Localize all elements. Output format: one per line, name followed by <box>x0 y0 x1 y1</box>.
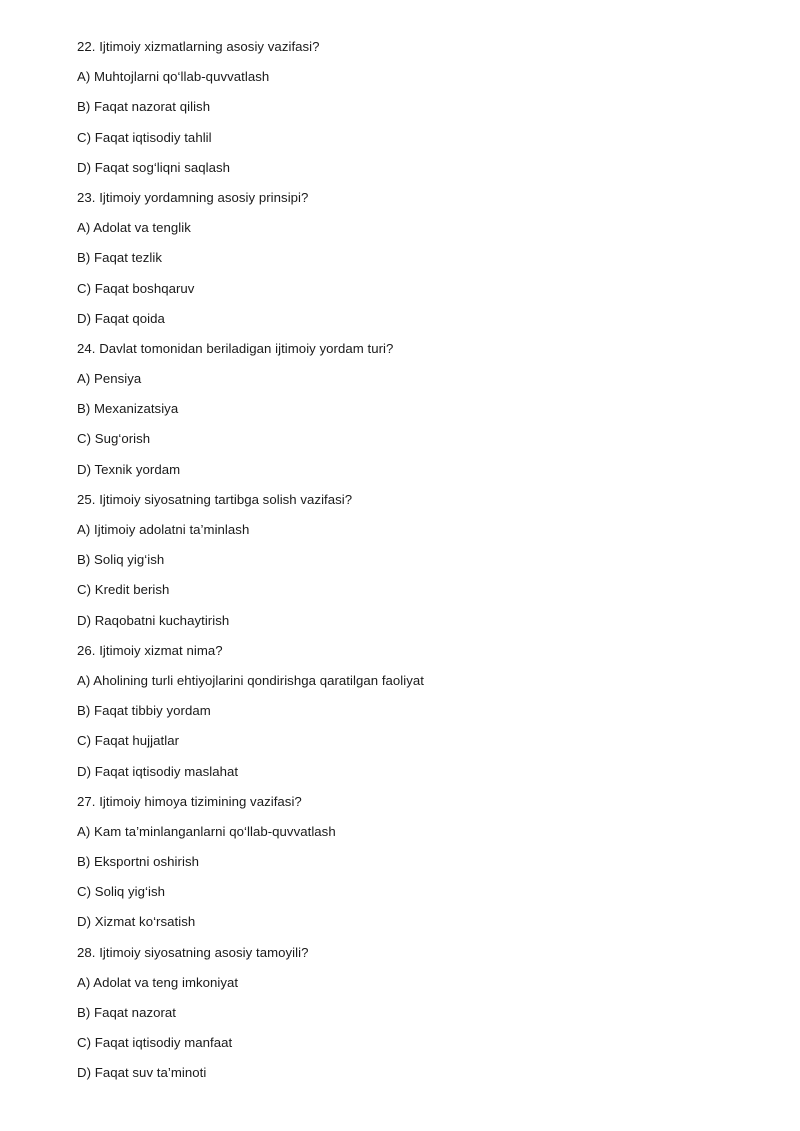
question-22-option-a: A) Muhtojlarni qo‘llab-quvvatlash <box>77 69 270 85</box>
question-23-option-d: D) Faqat qoida <box>77 310 165 326</box>
question-26-option-d: D) Faqat iqtisodiy maslahat <box>77 763 239 779</box>
question-25-option-a: A) Ijtimoiy adolatni ta’minlash <box>77 522 250 537</box>
question-24: 24. Davlat tomonidan beriladigan ijtimoiy yordam turi? <box>77 340 394 356</box>
question-28: 28. Ijtimoiy siyosatning asosiy tamoyili? <box>77 944 309 960</box>
question-24-option-a: A) Pensiya <box>77 371 142 387</box>
question-28-option-b: B) Faqat nazorat <box>77 1005 177 1020</box>
question-22: 22. Ijtimoiy xizmatlarning asosiy vazifasi? <box>77 39 320 54</box>
question-22-option-d: D) Faqat sog‘liqni saqlash <box>77 159 231 175</box>
question-27: 27. Ijtimoiy himoya tizimining vazifasi? <box>77 793 302 809</box>
question-26-option-c: C) Faqat hujjatlar <box>77 733 180 749</box>
question-27-option-c: C) Soliq yig‘ish <box>77 884 166 900</box>
question-25-option-b: B) Soliq yig‘ish <box>77 552 165 568</box>
question-23-option-c: C) Faqat boshqaruv <box>77 280 195 296</box>
question-26: 26. Ijtimoiy xizmat nima? <box>77 642 223 658</box>
question-22-option-b: B) Faqat nazorat qilish <box>77 99 211 115</box>
question-28-option-d: D) Faqat suv ta’minoti <box>77 1065 207 1081</box>
question-28-option-c: C) Faqat iqtisodiy manfaat <box>77 1035 233 1051</box>
question-23-option-b: B) Faqat tezlik <box>77 250 163 266</box>
question-26-option-b: B) Faqat tibbiy yordam <box>77 703 211 719</box>
question-list <box>77 36 757 1093</box>
question-28-option-a: A) Adolat va teng imkoniyat <box>77 974 239 990</box>
question-26-option-a: A) Aholining turli ehtiyojlarini qondirishga qaratilgan faoliyat <box>77 672 425 688</box>
question-24-option-d: D) Texnik yordam <box>77 461 181 477</box>
question-27-option-a: A) Kam ta’minlanganlarni qo‘llab-quvvatlash <box>77 823 336 839</box>
question-24-option-c: C) Sug‘orish <box>77 431 151 447</box>
question-25-option-d: D) Raqobatni kuchaytirish <box>77 612 230 628</box>
question-27-option-b: B) Eksportni oshirish <box>77 854 199 870</box>
question-24-option-b: B) Mexanizatsiya <box>77 401 179 417</box>
question-22-option-c: C) Faqat iqtisodiy tahlil <box>77 129 212 145</box>
question-25-option-c: C) Kredit berish <box>77 582 170 598</box>
question-25: 25. Ijtimoiy siyosatning tartibga solish vazifasi? <box>77 491 353 507</box>
question-23: 23. Ijtimoiy yordamning asosiy prinsipi? <box>77 189 309 205</box>
question-23-option-a: A) Adolat va tenglik <box>77 220 191 236</box>
question-27-option-d: D) Xizmat ko‘rsatish <box>77 914 196 930</box>
